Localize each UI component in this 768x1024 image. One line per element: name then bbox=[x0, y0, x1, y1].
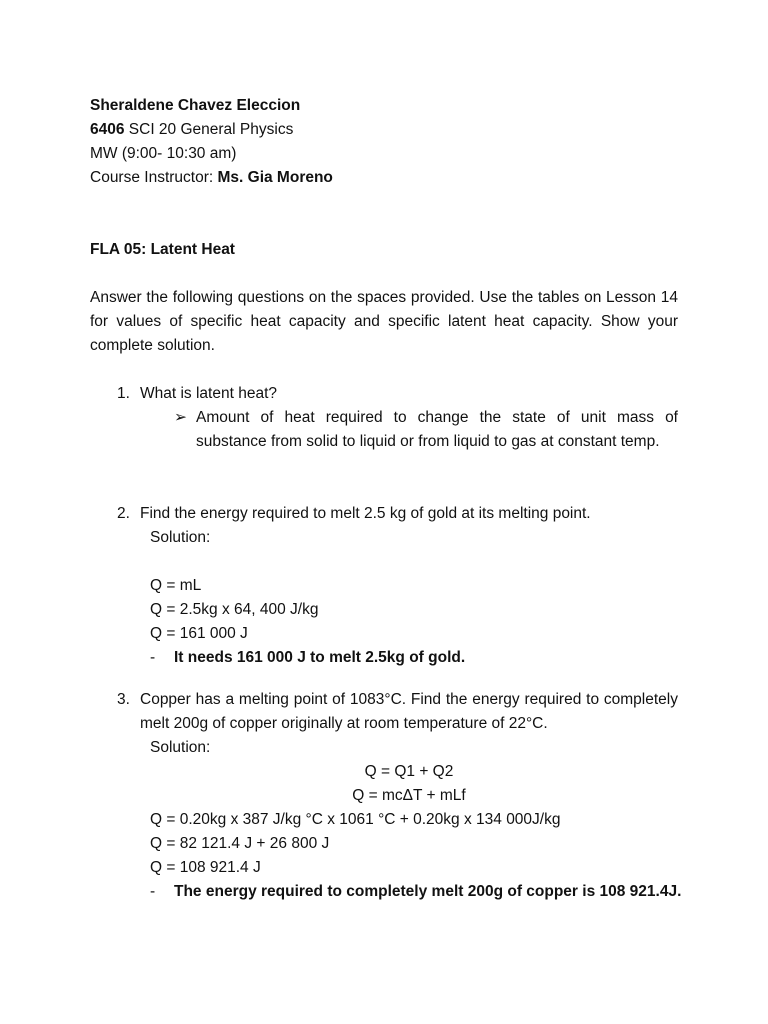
question-3-conclusion: The energy required to completely melt 200g of copper is 108 921.4J. bbox=[174, 883, 682, 900]
question-2-solution-label: Solution: bbox=[150, 529, 211, 546]
question-3-solution-label: Solution: bbox=[150, 739, 211, 756]
student-name: Sheraldene Chavez Eleccion bbox=[90, 97, 301, 114]
question-2-number: 2. bbox=[117, 505, 130, 522]
question-2-equation: Q = 161 000 J bbox=[150, 625, 248, 642]
question-3-equation: Q = 82 121.4 J + 26 800 J bbox=[150, 835, 330, 852]
course-line bbox=[90, 120, 293, 140]
question-3-equation: Q = 0.20kg x 387 J/kg °C x 1061 °C + 0.20kg x 134 000J/kg bbox=[150, 811, 561, 828]
dash-bullet-icon: - bbox=[150, 649, 156, 666]
assignment-title: FLA 05: Latent Heat bbox=[90, 241, 235, 258]
dash-bullet-icon: - bbox=[150, 883, 156, 900]
instructions-paragraph: Answer the following questions on the spaces provided. Use the tables on Lesson 14 for values of specific heat capacity and specific latent heat capacity. Show your complete solution. bbox=[90, 289, 678, 354]
question-1-answer: Amount of heat required to change the state of unit mass of substance from solid to liquid or from liquid to gas at constant temp. bbox=[196, 409, 678, 450]
question-3-number: 3. bbox=[117, 691, 130, 708]
course-name: SCI 20 General Physics bbox=[124, 121, 294, 138]
question-3-centered-equation: Q = mcΔT + mLf bbox=[352, 787, 466, 804]
schedule: MW (9:00- 10:30 am) bbox=[90, 145, 237, 162]
instructor-label: Course Instructor: bbox=[90, 169, 218, 186]
instructor-line bbox=[90, 168, 333, 188]
question-2-equation: Q = mL bbox=[150, 577, 202, 594]
question-1-number: 1. bbox=[117, 385, 130, 402]
question-2-equation: Q = 2.5kg x 64, 400 J/kg bbox=[150, 601, 319, 618]
question-3-equation: Q = 108 921.4 J bbox=[150, 859, 261, 876]
arrow-bullet-icon: ➢ bbox=[174, 409, 187, 426]
question-2-text: Find the energy required to melt 2.5 kg of gold at its melting point. bbox=[140, 505, 591, 522]
question-3-text: Copper has a melting point of 1083°C. Find the energy required to completely melt 200g of copper originally at room temperature of 22°C. bbox=[140, 691, 678, 732]
question-3-centered-equation: Q = Q1 + Q2 bbox=[364, 763, 454, 780]
question-2-conclusion: It needs 161 000 J to melt 2.5kg of gold. bbox=[174, 649, 466, 666]
course-code: 6406 bbox=[90, 121, 125, 138]
question-1-text: What is latent heat? bbox=[140, 385, 277, 402]
instructor-name: Ms. Gia Moreno bbox=[217, 169, 333, 186]
